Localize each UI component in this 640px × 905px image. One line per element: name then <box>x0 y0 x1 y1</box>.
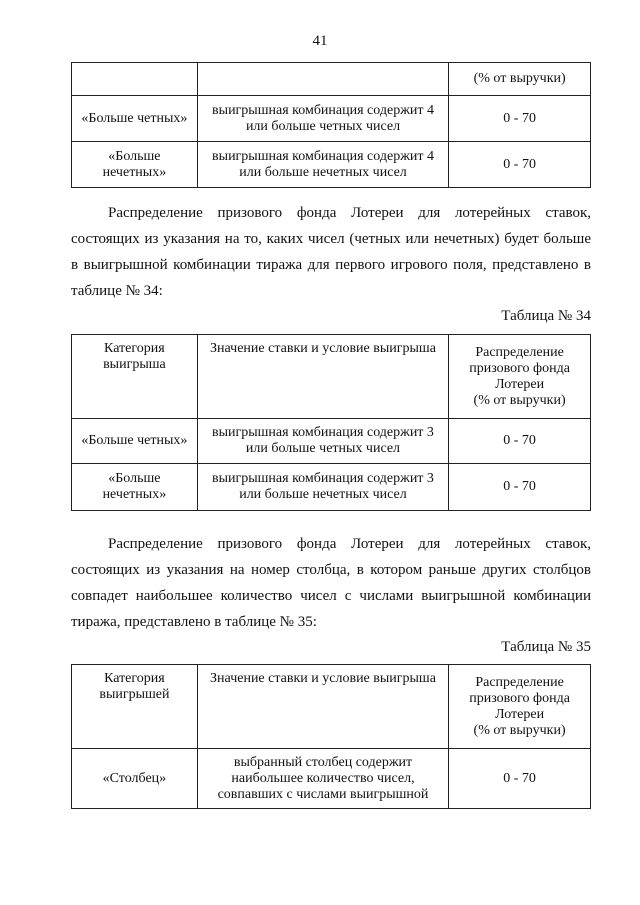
condition-line: выигрышная комбинация содержит 4 <box>212 102 434 118</box>
paragraph-line: Распределение призового фонда Лотереи для лотерейных ставок, <box>108 205 591 221</box>
table-35 <box>71 664 591 809</box>
condition-line: выигрышная комбинация содержит 3 <box>211 471 434 486</box>
table-row <box>72 142 591 188</box>
share-cell: 0 - 70 <box>449 749 591 809</box>
table-header-row <box>72 335 591 419</box>
paragraph-line: состоящих из указания на то, каких чисел (четных или нечетных) будет больше <box>71 231 591 247</box>
table-row <box>72 419 591 464</box>
condition-line: или больше нечетных чисел <box>239 487 407 502</box>
header-share <box>449 665 591 749</box>
header-line: Распределение <box>475 344 564 360</box>
paragraph-line: таблице № 34: <box>71 283 163 299</box>
table-cell-share-header: (% от выручки) <box>449 63 591 96</box>
paragraph-line: в выигрышной комбинации тиража для первого игрового поля, представлено в <box>71 257 591 273</box>
condition-line: или больше четных чисел <box>245 118 401 134</box>
category-cell: «Столбец» <box>72 749 198 809</box>
share-cell: 0 - 70 <box>449 96 591 142</box>
condition-cell <box>197 464 448 511</box>
header-share <box>449 335 591 419</box>
category-cell: «Больше четных» <box>72 96 198 142</box>
paragraph-line: тиража, представлено в таблице № 35: <box>71 614 317 630</box>
condition-line: выбранный столбец содержит <box>233 754 413 770</box>
paragraph-line: состоящих из указания на номер столбца, в котором раньше других столбцов <box>71 562 591 578</box>
condition-cell <box>197 96 448 142</box>
header-line: Категория <box>104 341 165 356</box>
table-cell <box>197 63 448 96</box>
header-line: призового фонда <box>469 360 570 376</box>
table-row <box>72 464 591 511</box>
header-category <box>72 335 198 419</box>
category-line: нечетных» <box>102 164 167 180</box>
header-line: (% от выручки) <box>473 722 566 738</box>
category-line: «Больше <box>108 471 161 486</box>
table-34 <box>71 334 591 511</box>
paragraph-line: Распределение призового фонда Лотереи для лотерейных ставок, <box>108 536 591 552</box>
header-condition: Значение ставки и условие выигрыша <box>197 665 448 749</box>
condition-cell <box>197 419 448 464</box>
table-row <box>72 749 591 809</box>
page-number: 41 <box>312 33 328 49</box>
condition-cell <box>197 749 448 809</box>
table-row <box>72 63 591 96</box>
share-cell: 0 - 70 <box>449 419 591 464</box>
header-line: (% от выручки) <box>473 392 566 408</box>
header-line: выигрыша <box>103 357 166 372</box>
header-line: Лотереи <box>495 376 545 392</box>
table-35-caption: Таблица № 35 <box>501 639 591 655</box>
table-34-caption: Таблица № 34 <box>501 308 591 324</box>
paragraph-table-35-intro <box>71 531 591 635</box>
header-line: Лотереи <box>495 706 545 722</box>
condition-line: наибольшее количество чисел, <box>231 770 415 786</box>
category-cell <box>72 142 198 188</box>
condition-line: или больше четных чисел <box>245 441 401 456</box>
header-line: выигрышей <box>99 687 170 702</box>
category-line: «Больше <box>108 148 161 164</box>
table-row <box>72 96 591 142</box>
condition-line: выигрышная комбинация содержит 4 <box>212 148 434 164</box>
paragraph-table-34-intro <box>71 200 591 304</box>
category-cell: «Больше четных» <box>72 419 198 464</box>
table-continuation <box>71 62 591 188</box>
header-condition: Значение ставки и условие выигрыша <box>197 335 448 419</box>
share-cell: 0 - 70 <box>449 464 591 511</box>
share-cell: 0 - 70 <box>449 142 591 188</box>
table-header-row <box>72 665 591 749</box>
category-line: нечетных» <box>102 487 167 502</box>
header-category <box>72 665 198 749</box>
header-line: призового фонда <box>469 690 570 706</box>
category-cell <box>72 464 198 511</box>
header-line: Категория <box>104 671 165 686</box>
table-cell <box>72 63 198 96</box>
condition-cell <box>197 142 448 188</box>
header-line: Распределение <box>475 674 564 690</box>
condition-line: совпавших с числами выигрышной <box>217 786 429 802</box>
condition-line: или больше нечетных чисел <box>239 164 407 180</box>
paragraph-line: совпадет наибольшее количество чисел с числами выигрышной комбинации <box>71 588 591 604</box>
condition-line: выигрышная комбинация содержит 3 <box>211 425 434 440</box>
